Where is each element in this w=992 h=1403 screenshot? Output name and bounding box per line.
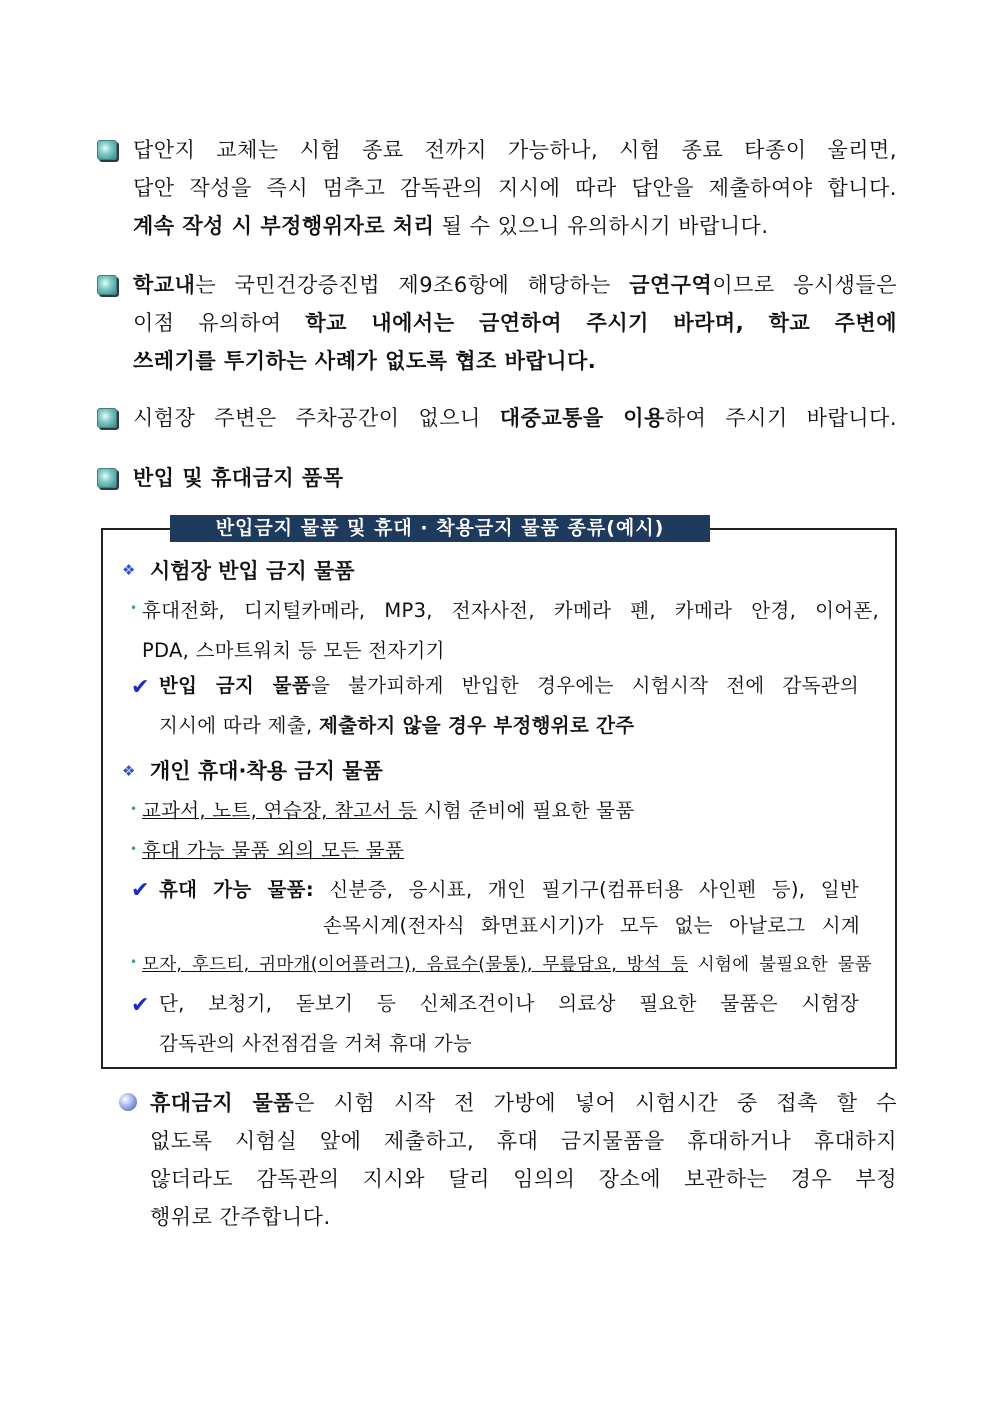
text-line: [133, 207, 897, 245]
text-line: [159, 870, 859, 910]
bold-text: 대중교통을 이용: [499, 406, 665, 430]
text: 행위로 간주합니다.: [150, 1205, 331, 1229]
section2-exception-note: [159, 984, 859, 1064]
text-line: [150, 1084, 897, 1122]
circle-bullet-icon: [119, 1093, 137, 1111]
bold-text: 금연구역: [629, 273, 713, 297]
bold-text: 제출하지 않을 경우 부정행위로 간주: [318, 714, 635, 737]
text-line: [159, 984, 859, 1024]
text: 하여 주시기 바랍니다.: [664, 406, 897, 430]
text-line: [133, 304, 897, 342]
text-line: [159, 666, 859, 706]
section2-allowed-items: [159, 870, 859, 910]
section2-item-study-materials: [142, 791, 842, 831]
text: 을 불가피하게 반입한 경우에는 시험시작 전에 감독관의: [310, 674, 859, 697]
text-line: [133, 342, 897, 380]
dot-bullet-icon: •: [130, 955, 138, 969]
check-icon: ✔: [131, 993, 150, 1018]
box-title: 반입금지 물품 및 휴대 · 착용금지 물품 종류(예시): [170, 515, 710, 542]
section1-check-note: [159, 666, 859, 746]
text-line: [142, 791, 842, 831]
dot-bullet-icon: •: [130, 802, 138, 816]
text: 손목시계(전자식 화면표시기)가 모두 없는 아날로그 시계: [323, 914, 860, 937]
underlined-text: 휴대 가능 물품 외의 모든 물품: [142, 839, 405, 862]
underlined-text: 교과서, 노트, 연습장, 참고서 등: [142, 799, 418, 822]
text-line: [133, 131, 897, 169]
text-line: [142, 591, 879, 631]
text-line: [133, 399, 897, 437]
square-bullet-icon: [97, 275, 117, 295]
text: 휴대전화, 디지털카메라, MP3, 전자사전, 카메라 펜, 카메라 안경, 이어폰,: [142, 599, 879, 622]
text-line: [323, 906, 860, 946]
square-bullet-icon: [97, 468, 117, 488]
bold-text: 계속 작성 시 부정행위자로 처리: [133, 214, 435, 238]
diamond-bullet-icon: ❖: [122, 561, 136, 579]
section1-items: [142, 591, 879, 671]
check-icon: ✔: [131, 878, 150, 903]
section2-allowed-items-cont: [323, 906, 860, 946]
text: 될 수 있으니 유의하시기 바랍니다.: [434, 214, 769, 238]
text: 지시에 따라 제출,: [159, 714, 319, 737]
text: 않더라도 감독관의 지시와 달리 임의의 장소에 보관하는 경우 부정: [150, 1167, 897, 1191]
text-line: [159, 1024, 859, 1064]
text-line: [133, 266, 897, 304]
text: 는 국민건강증진법 제9조6항에 해당하는: [195, 273, 630, 297]
bold-text: 휴대 가능 물품:: [159, 878, 314, 901]
final-notice: [150, 1084, 897, 1236]
bold-text: 반입 및 휴대금지 품목: [133, 466, 344, 490]
text-line: [142, 831, 842, 871]
text-line: [150, 1160, 897, 1198]
text: 단, 보청기, 돋보기 등 신체조건이나 의료상 필요한 물품은 시험장: [159, 992, 859, 1015]
diamond-bullet-icon: ❖: [122, 762, 136, 780]
notice-answer-sheet: [133, 131, 897, 245]
square-bullet-icon: [97, 140, 117, 160]
section2-item-unnecessary: [142, 945, 872, 985]
text-line: [150, 1122, 897, 1160]
bold-text: 학교내: [133, 273, 196, 297]
text: 신분증, 응시표, 개인 필기구(컴퓨터용 사인펜 등), 일반: [313, 878, 859, 901]
section-heading-prohibited: [133, 459, 533, 497]
text: 은 시험 시작 전 가방에 넣어 시험시간 중 접촉 할 수: [294, 1091, 897, 1115]
text-line: [142, 631, 879, 671]
text: 답안 작성을 즉시 멈추고 감독관의 지시에 따라 답안을 제출하여야 합니다.: [133, 176, 897, 200]
text: 이점 유의하여: [133, 311, 306, 335]
text-line: [159, 706, 859, 746]
text: 이므로 응시생들은: [712, 273, 897, 297]
text: 시험장 주변은 주차공간이 없으니: [133, 406, 500, 430]
square-bullet-icon: [97, 408, 117, 428]
bold-text: 반입 금지 물품: [159, 674, 311, 697]
bold-text: 쓰레기를 투기하는 사례가 없도록 협조 바랍니다.: [133, 349, 597, 373]
text: PDA, 스마트워치 등 모든 전자기기: [142, 639, 445, 662]
dot-bullet-icon: •: [130, 842, 138, 856]
underlined-text: 모자, 후드티, 귀마개(이어플러그), 음료수(물통), 무릎담요, 방석 등: [142, 955, 689, 975]
text: 시험에 불필요한 물품: [688, 955, 873, 975]
text: 감독관의 사전점검을 거쳐 휴대 가능: [159, 1032, 473, 1055]
bold-text: 학교 내에서는 금연하여 주시기 바라며, 학교 주변에: [305, 311, 897, 335]
notice-no-smoking: [133, 266, 897, 380]
text-line: [150, 1198, 897, 1236]
section2-item-all-others: [142, 831, 842, 871]
dot-bullet-icon: •: [130, 601, 138, 615]
text: 없도록 시험실 앞에 제출하고, 휴대 금지물품을 휴대하거나 휴대하지: [150, 1129, 897, 1153]
bold-text: 휴대금지 물품: [150, 1091, 295, 1115]
text-line: [133, 459, 533, 497]
section1-heading: 시험장 반입 금지 물품: [150, 559, 355, 583]
section2-heading: 개인 휴대·착용 금지 물품: [150, 759, 383, 783]
text-line: [133, 169, 897, 207]
notice-parking: [133, 399, 897, 437]
text: 시험 준비에 필요한 물품: [417, 799, 635, 822]
text-line: [142, 945, 872, 985]
text: 답안지 교체는 시험 종료 전까지 가능하나, 시험 종료 타종이 울리면,: [133, 138, 897, 162]
check-icon: ✔: [131, 675, 150, 700]
